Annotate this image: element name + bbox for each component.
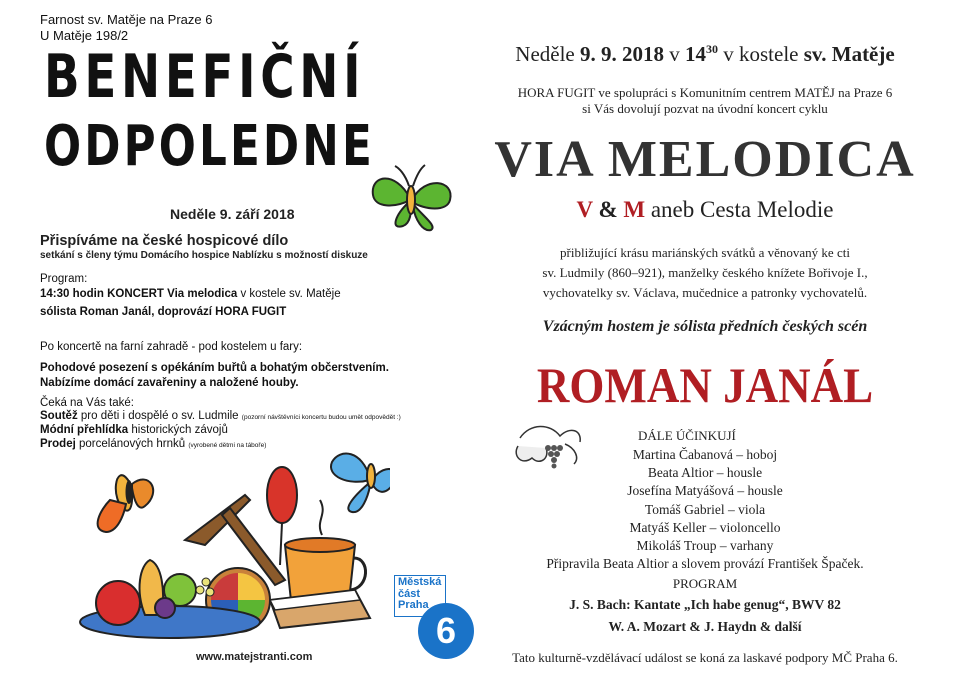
parish-address [40,12,212,44]
hospice-heading: Přispíváme na české hospicové dílo [40,233,289,249]
garden-intro: Po koncertě na farní zahradě - pod kostelem u fary: [40,341,303,353]
subtitle-ampersand: & [592,197,624,222]
date-place: sv. Matěje [803,42,895,66]
title-afternoon: ODPOLEDNE [44,114,375,179]
date-bold: 9. 9. 2018 [580,42,664,66]
performer-item: Martina Čabanová – hoboj [632,447,778,462]
also-item-fashion-text: historických závojů [128,424,228,436]
subtitle-v-initial: V [576,197,593,222]
praha6-logo-number: 6 [418,603,474,659]
also-item-contest-bold: Soutěž [40,410,78,422]
program-item-bach: J. S. Bach: Kantate „Ich habe genug“, BWV 82 [569,597,841,612]
program-heading: PROGRAM [672,576,738,591]
subtitle-m-initial: M [623,197,646,222]
date-prefix: Neděle [515,42,580,66]
date-minutes: 30 [706,42,718,56]
concert-subtitle [475,197,935,223]
yellow-butterfly [98,475,154,532]
guest-intro: Vzácným hostem je sólista předních českých scén [542,318,868,335]
program-concert-place: v kostele sv. Matěje [237,288,341,300]
also-item-contest-note: (pozorní návštěvníci koncertu budou umět odpovědět :) [241,414,401,421]
performer-credits: Připravila Beata Altior a slovem provází František Špaček. [546,556,864,572]
performer-item: Mikoláš Troup – varhany [636,538,774,554]
title-benefit: BENEFIČNÍ [44,42,366,112]
blue-butterfly [331,454,390,513]
date-hour: 14 [685,42,706,66]
performer-item: Tomáš Gabriel – viola [644,501,766,517]
program-label: Program: [40,273,88,285]
event-date-right [475,42,935,67]
also-performing-label: DÁLE ÚČINKUJÍ [638,428,736,443]
parish-street: U Matěje 198/2 [40,28,129,43]
program-line-2: sólista Roman Janál, doprovází HORA FUGIT [40,306,287,318]
description-line-3: vychovatelky sv. Václava, mučednice a patronky vychovatelů. [542,285,868,300]
soloist-name: ROMAN JANÁL [536,357,874,413]
subtitle-rest: aneb Cesta Melodie [645,197,834,222]
event-date-left: Neděle 9. září 2018 [170,206,295,222]
also-item-fashion-bold: Módní přehlídka [40,424,129,436]
description-line-2: sv. Ludmily (860–921), manželky českého knížete Bořivoje I., [542,265,868,280]
hospice-subheading: setkání s členy týmu Domácího hospice Nablízku s možností diskuze [40,250,368,261]
picnic-illustration [70,440,390,645]
organizer-line-1: HORA FUGIT ve spolupráci s Komunitním centrem MATĚJ na Praze 6 [517,85,893,100]
date-mid2: v kostele [718,42,804,66]
program-line-1 [40,286,341,302]
performer-item: Beata Altior – housle [647,465,763,481]
also-label: Čeká na Vás také: [40,397,134,409]
website-link[interactable]: www.matejstranti.com [196,651,313,663]
badge-line-1: Městská [398,576,442,588]
description-line-1: přibližující krásu mariánských svátků a věnovaný ke cti [560,245,850,260]
concert-description [490,243,920,303]
green-butterfly-illustration [365,160,460,235]
performer-item: Matyáš Keller – violoncello [629,519,781,535]
also-item-sale-text: porcelánových hrnků [75,438,186,450]
badge-line-3: Praha [398,599,429,611]
program-list [475,594,935,638]
support-footer: Tato kulturně-vzdělávací událost se koná za laskavé podpory MČ Praha 6. [512,650,898,665]
parish-name: Farnost sv. Matěje na Praze 6 [40,12,213,27]
organizer-text [475,85,935,117]
program-item-mozart-haydn: W. A. Mozart & J. Haydn & další [608,619,802,634]
badge-line-2: část [398,587,421,600]
organizer-line-2: si Vás dovolují pozvat na úvodní koncert cyklu [582,101,828,116]
also-item-contest-text: pro děti i dospělé o sv. Ludmile [77,410,239,422]
performer-item: Josefína Matyášová – housle [627,483,783,499]
also-item-sale-note: (vyrobené dětmi na táboře) [188,442,267,449]
also-item-fashion [40,423,228,437]
performers-list [475,446,935,573]
program-concert-time: 14:30 hodin KONCERT Via melodica [40,288,238,300]
garden-line-1: Pohodové posezení s opékáním buřtů a bohatým občerstvením. [40,362,389,374]
garden-line-2: Nabízíme domácí zavařeniny a naložené houby. [40,377,299,389]
concert-cycle-title: VIA MELODICA [494,131,916,188]
date-mid: v [664,42,685,66]
also-item-sale-bold: Prodej [40,438,76,450]
